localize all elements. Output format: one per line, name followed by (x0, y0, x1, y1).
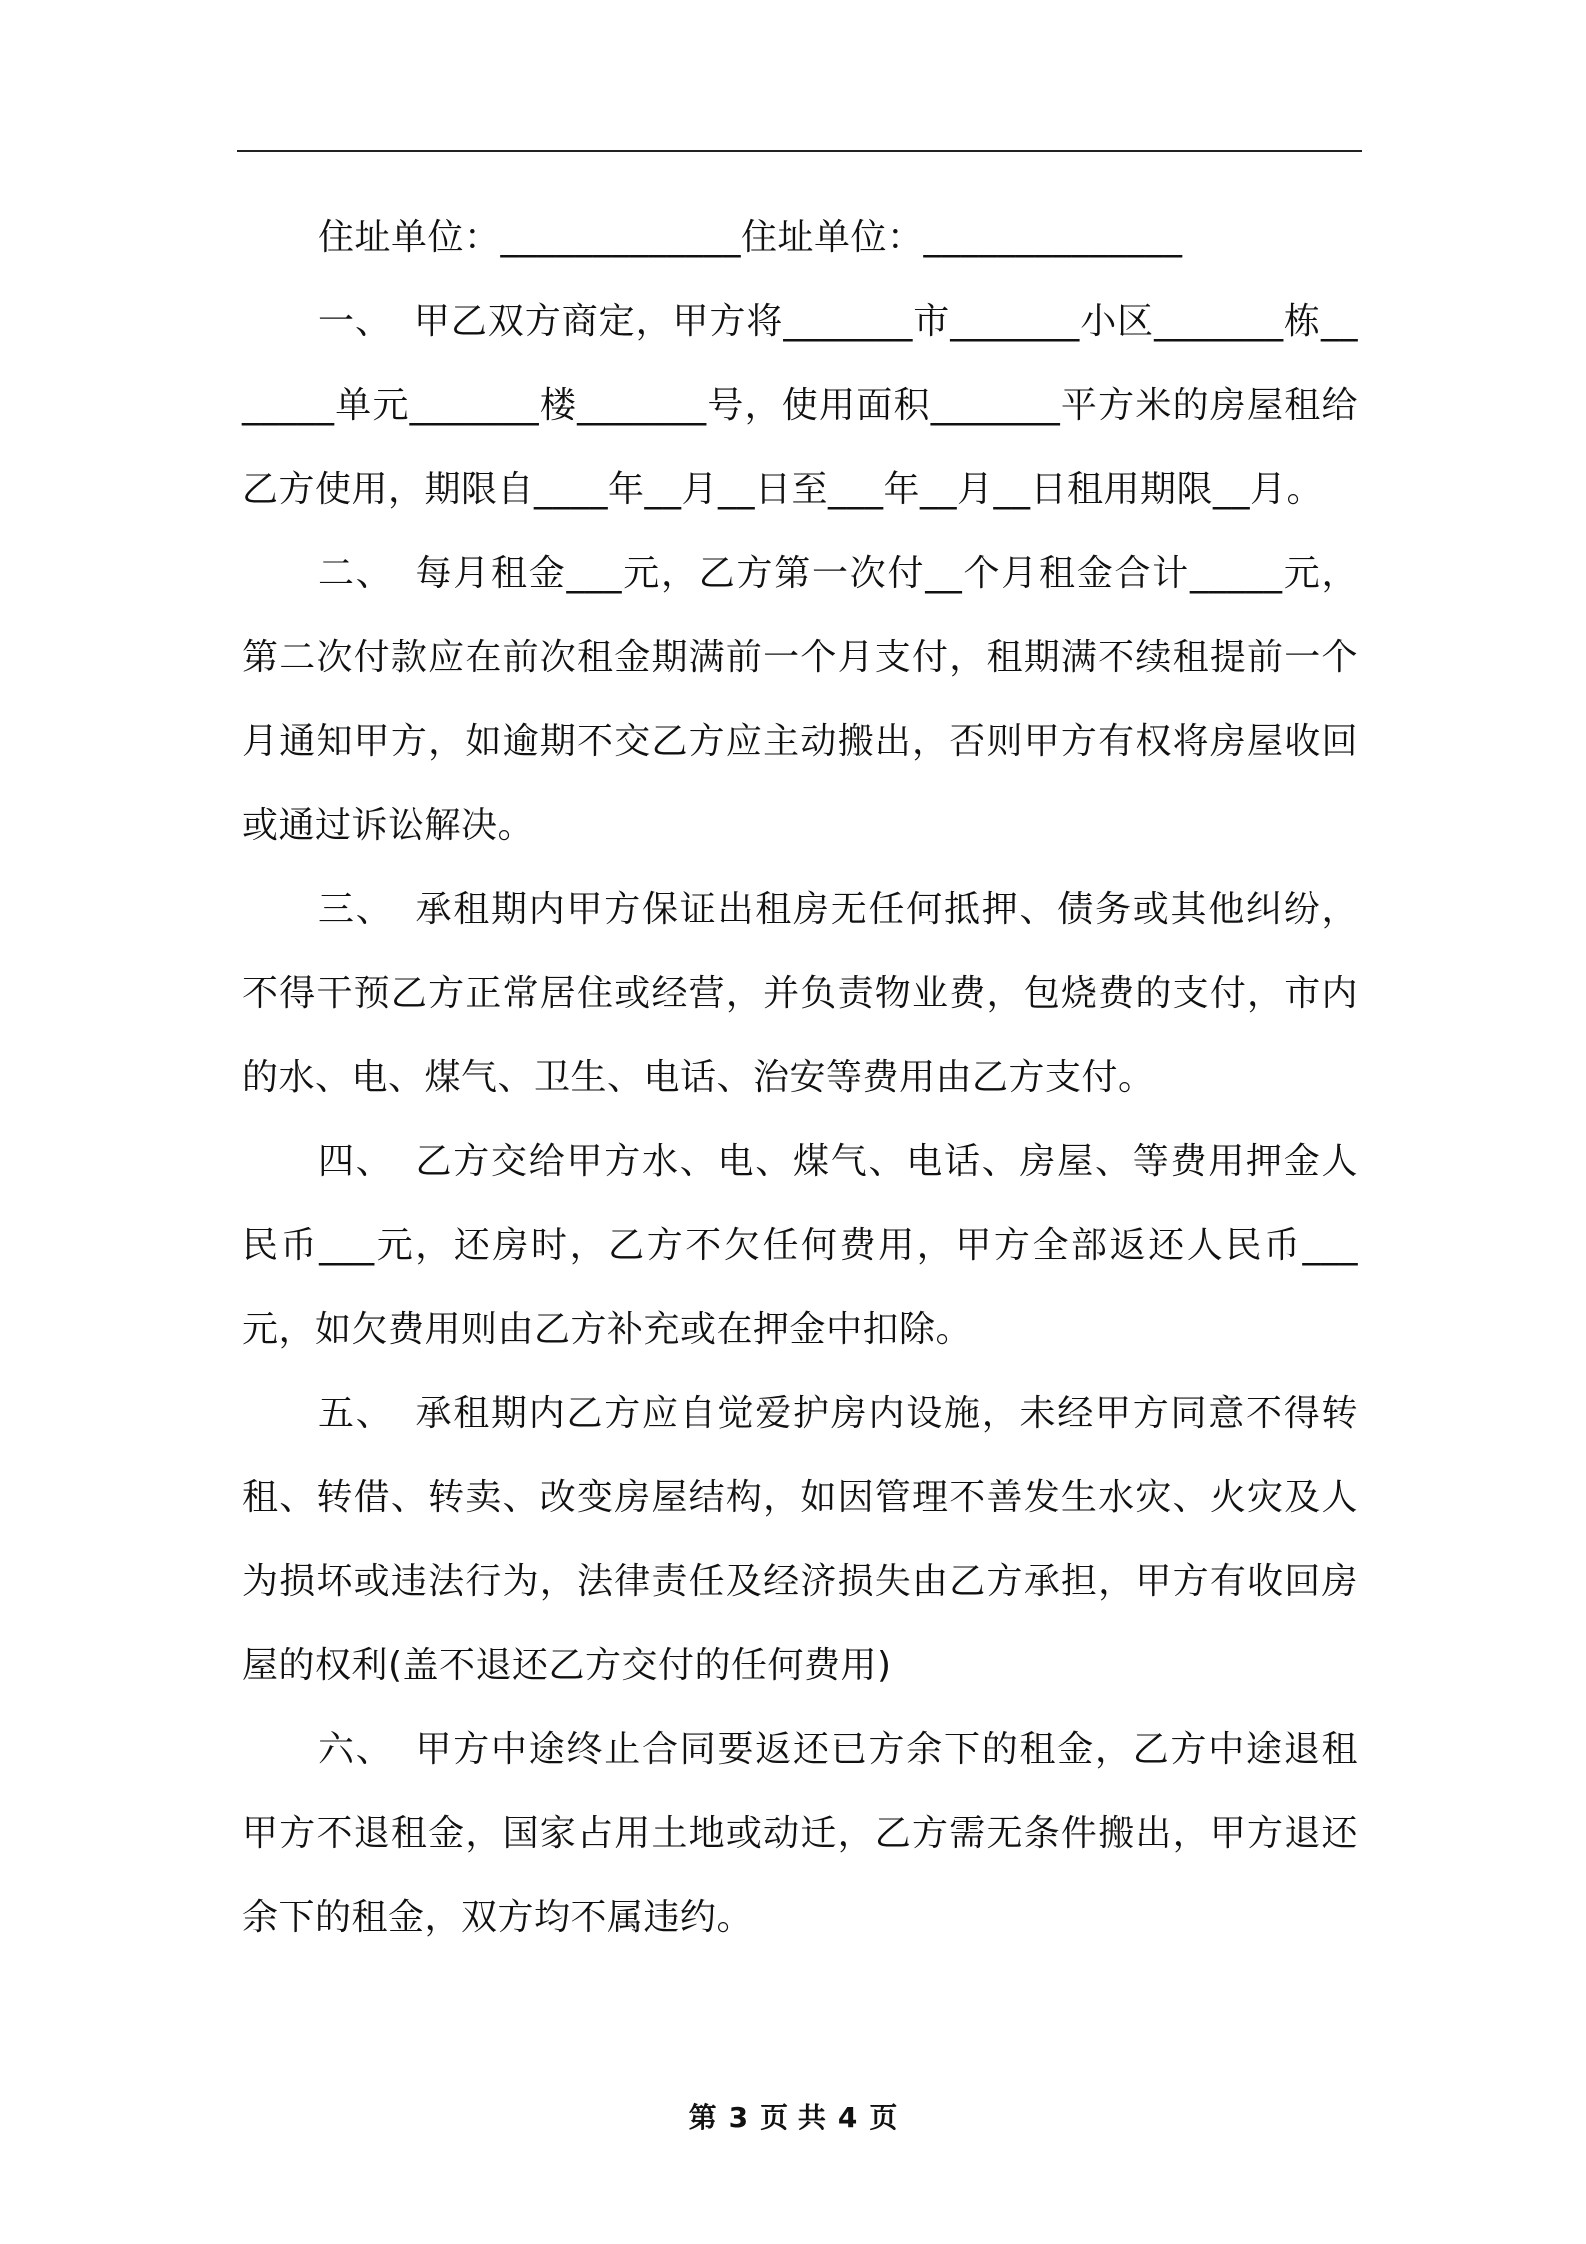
clause-2 (242, 532, 1358, 868)
clause-number: 四、 (318, 1141, 394, 1182)
clause-4 (242, 1120, 1358, 1372)
footer-current-page: 3 (728, 2101, 749, 2134)
footer-total-pages: 4 (837, 2101, 858, 2134)
clause-3 (242, 868, 1358, 1120)
clause-text: 每月租金___元，乙方第一次付__个月租金合计_____元，第二次付款应在前次租金期满前一个月支付，租期满不续租提前一个月通知甲方，如逾期不交乙方应主动搬出，否则甲方有权将房屋收回或通过诉讼解决。 (242, 553, 1358, 846)
clause-text: 乙方交给甲方水、电、煤气、电话、房屋、等费用押金人民币___元，还房时，乙方不欠任何费用，甲方全部返还人民币___元，如欠费用则由乙方补充或在押金中扣除。 (242, 1141, 1358, 1350)
clause-text: 甲方中途终止合同要返还已方余下的租金，乙方中途退租甲方不退租金，国家占用土地或动迁，乙方需无条件搬出，甲方退还余下的租金，双方均不属违约。 (242, 1729, 1358, 1938)
address-line: 住址单位：_____________住址单位：______________ (318, 217, 1183, 258)
clause-1 (242, 280, 1358, 532)
clause-6 (242, 1708, 1358, 1960)
clause-text: 承租期内甲方保证出租房无任何抵押、债务或其他纠纷，不得干预乙方正常居住或经营，并负责物业费，包烧费的支付，市内的水、电、煤气、卫生、电话、治安等费用由乙方支付。 (242, 889, 1358, 1098)
footer-middle: 页 共 (760, 2101, 826, 2134)
contract-body (242, 196, 1358, 1960)
clause-number: 二、 (318, 553, 394, 594)
clause-number: 三、 (318, 889, 394, 930)
clause-number: 六、 (318, 1729, 394, 1770)
header-rule (237, 150, 1362, 152)
clause-text: 甲乙双方商定，甲方将_______市_______小区_______栋_______单元_______楼_______号，使用面积_______平方米的房屋租给乙方使用，期限自____年__月__日至___年__月__日租用期限__月。 (242, 301, 1358, 510)
clause-5 (242, 1372, 1358, 1708)
page-footer (0, 2096, 1586, 2136)
clause-text: 承租期内乙方应自觉爱护房内设施，未经甲方同意不得转租、转借、转卖、改变房屋结构，如因管理不善发生水灾、火灾及人为损坏或违法行为，法律责任及经济损失由乙方承担，甲方有收回房屋的权利(盖不退还乙方交付的任何费用) (242, 1393, 1358, 1686)
footer-suffix: 页 (869, 2101, 898, 2134)
clause-number: 一、 (318, 301, 392, 342)
footer-prefix: 第 (688, 2101, 717, 2134)
clause-number: 五、 (318, 1393, 394, 1434)
